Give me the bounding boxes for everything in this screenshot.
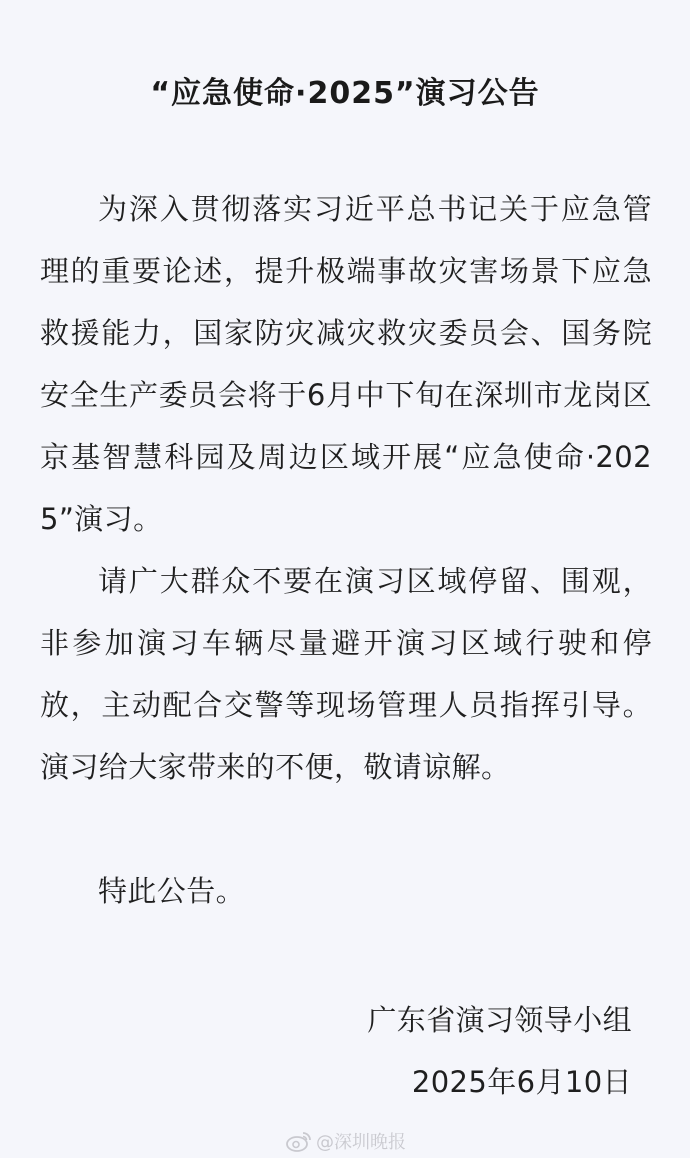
signature-organization: 广东省演习领导小组 (367, 1003, 632, 1037)
notice-paragraph-2 (40, 550, 652, 798)
watermark-text: @深圳晚报 (316, 1132, 406, 1153)
notice-paragraph-3 (40, 860, 652, 922)
watermark (286, 1126, 406, 1156)
signature-date: 2025年6月10日 (411, 1065, 632, 1099)
weibo-icon (286, 1130, 312, 1152)
paragraph-text: 请广大群众不要在演习区域停留、围观，非参加演习车辆尽量避开演习区域行驶和停放，主动配合交警等现场管理人员指挥引导。演习给大家带来的不便，敬请谅解。 (40, 564, 652, 784)
paragraph-text: 为深入贯彻落实习近平总书记关于应急管理的重要论述，提升极端事故灾害场景下应急救援能力，国家防灾减灾救灾委员会、国务院安全生产委员会将于6月中下旬在深圳市龙岗区京基智慧科园及周边区域开展“应急使命·2025”演习。 (40, 192, 652, 536)
notice-title: “应急使命·2025”演习公告 (150, 76, 540, 111)
notice-paragraph-1 (40, 178, 652, 550)
paragraph-text: 特此公告。 (98, 874, 246, 908)
